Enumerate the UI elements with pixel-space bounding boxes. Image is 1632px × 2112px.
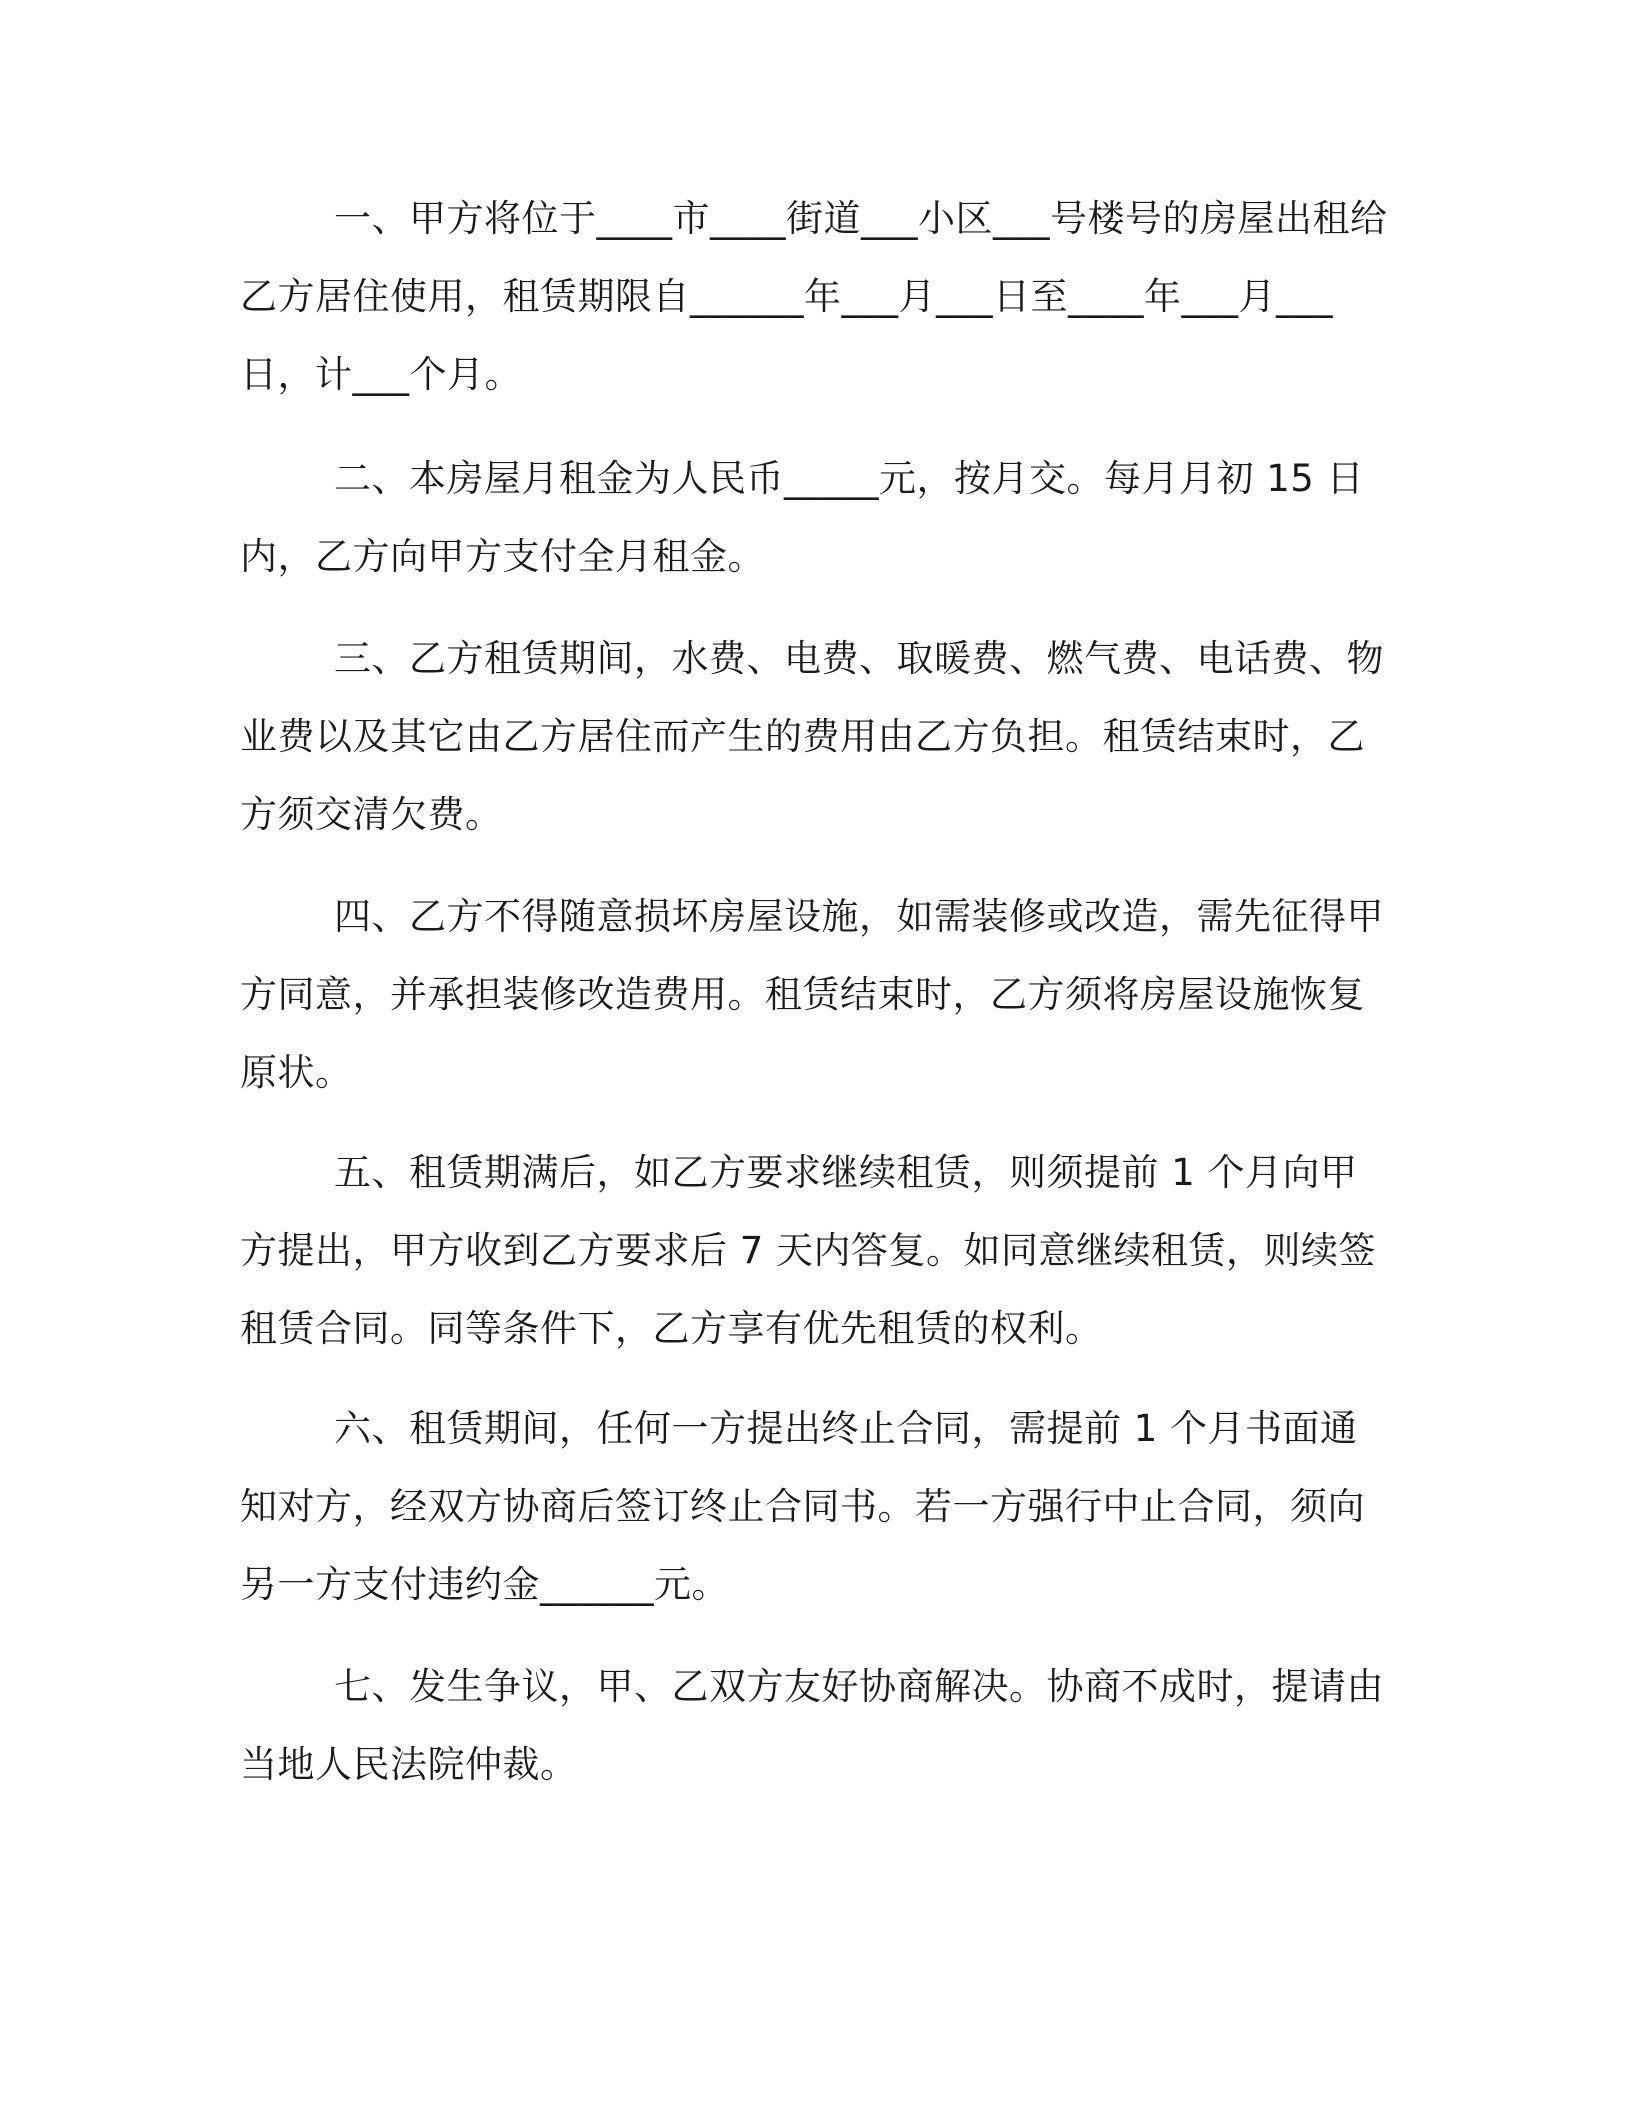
clause-4: 四、乙方不得随意损坏房屋设施，如需装修或改造，需先征得甲方同意，并承担装修改造费用。租赁结束时，乙方须将房屋设施恢复原状。 (240, 895, 1384, 1094)
clause-6: 六、租赁期间，任何一方提出终止合同，需提前 1 个月书面通知对方，经双方协商后签订终止合同书。若一方强行中止合同，须向另一方支付违约金______元。 (240, 1407, 1365, 1606)
clause-3: 三、乙方租赁期间，水费、电费、取暖费、燃气费、电话费、物业费以及其它由乙方居住而产生的费用由乙方负担。租赁结束时，乙方须交清欠费。 (240, 637, 1384, 836)
clause-5: 五、租赁期满后，如乙方要求继续租赁，则须提前 1 个月向甲方提出，甲方收到乙方要求后 7 天内答复。如同意继续租赁，则续签租赁合同。同等条件下，乙方享有优先租赁的权利。 (240, 1151, 1377, 1350)
clause-7: 七、发生争议，甲、乙双方友好协商解决。协商不成时，提请由当地人民法院仲裁。 (240, 1665, 1384, 1786)
clause-2: 二、本房屋月租金为人民币_____元，按月交。每月月初 15 日内，乙方向甲方支付全月租金。 (240, 457, 1365, 578)
clause-1: 一、甲方将位于____市____街道___小区___号楼号的房屋出租给乙方居住使用，租赁期限自______年___月___日至____年___月___日，计___个月。 (240, 197, 1388, 396)
